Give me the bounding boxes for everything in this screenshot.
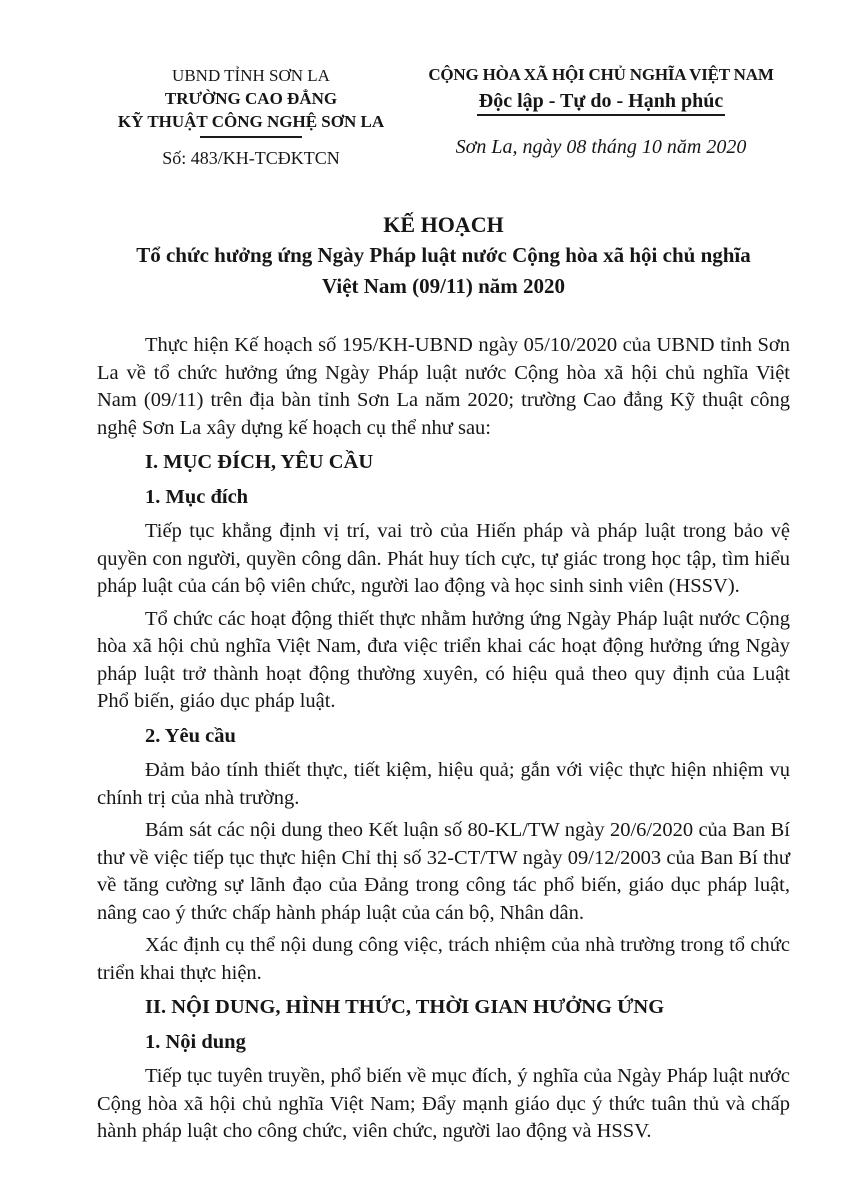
org-underline-rule	[200, 136, 302, 138]
national-header-block	[412, 64, 790, 159]
org-name-line1: TRƯỜNG CAO ĐẲNG	[164, 89, 338, 108]
section-2-1-heading: 1. Nội dung	[145, 1030, 246, 1053]
national-motto: Độc lập - Tự do - Hạnh phúc	[477, 89, 725, 116]
paragraph: Đảm bảo tính thiết thực, tiết kiệm, hiệu quả; gắn với việc thực hiện nhiệm vụ chính trị của nhà trường.	[97, 759, 790, 809]
paragraph: Xác định cụ thể nội dung công việc, trách nhiệm của nhà trường trong tổ chức triển khai thực hiện.	[97, 934, 790, 984]
intro-paragraph: Thực hiện Kế hoạch số 195/KH-UBND ngày 05/10/2020 của UBND tỉnh Sơn La về tổ chức hưởng ứng Ngày Pháp luật nước Cộng hòa xã hội chủ nghĩa Việt Nam (09/11) trên địa bàn tỉnh Sơn La năm 2020; trường Cao đẳng Kỹ thuật công nghệ Sơn La xây dựng kế hoạch cụ thể như sau:	[97, 334, 790, 439]
national-name: CỘNG HÒA XÃ HỘI CHỦ NGHĨA VIỆT NAM	[428, 65, 774, 84]
section-2-heading: II. NỘI DUNG, HÌNH THỨC, THỜI GIAN HƯỞNG ỨNG	[145, 996, 665, 1018]
doc-number: Số: 483/KH-TCĐKTCN	[162, 148, 340, 168]
paragraph: Tiếp tục tuyên truyền, phổ biến về mục đích, ý nghĩa của Ngày Pháp luật nước Cộng hòa xã hội chủ nghĩa Việt Nam; Đẩy mạnh giáo dục ý thức tuân thủ và chấp hành pháp luật cho công chức, viên chức, người lao động và HSSV.	[97, 1065, 790, 1142]
paragraph: Tiếp tục khẳng định vị trí, vai trò của Hiến pháp và pháp luật trong bảo vệ quyền con người, quyền công dân. Phát huy tích cực, tự giác trong học tập, tìm hiểu pháp luật của cán bộ viên chức, người lao động và học sinh sinh viên (HSSV).	[97, 520, 790, 597]
parent-org-name: UBND TỈNH SƠN LA	[172, 66, 330, 85]
document-header	[97, 64, 790, 170]
issuing-org-block	[97, 64, 405, 170]
org-name-line2: KỸ THUẬT CÔNG NGHỆ SƠN LA	[117, 112, 385, 131]
document-subtitle-line2: Việt Nam (09/11) năm 2020	[321, 274, 566, 298]
document-body	[97, 332, 790, 1146]
place-dateline: Sơn La, ngày 08 tháng 10 năm 2020	[455, 136, 747, 158]
section-1-1-heading: 1. Mục đích	[145, 485, 249, 508]
document-subtitle-line1: Tổ chức hưởng ứng Ngày Pháp luật nước Cộng hòa xã hội chủ nghĩa	[136, 243, 751, 267]
paragraph: Bám sát các nội dung theo Kết luận số 80-KL/TW ngày 20/6/2020 của Ban Bí thư về việc tiếp tục thực hiện Chỉ thị số 32-CT/TW ngày 09/12/2003 của Ban Bí thư về tăng cường sự lãnh đạo của Đảng trong công tác phổ biến, giáo dục pháp luật, nâng cao ý thức chấp hành pháp luật của cán bộ, Nhân dân.	[97, 819, 790, 924]
document-title-block	[97, 210, 790, 302]
section-1-2-heading: 2. Yêu cầu	[145, 724, 236, 747]
section-1-heading: I. MỤC ĐÍCH, YÊU CẦU	[145, 451, 374, 473]
document-title: KẾ HOẠCH	[383, 212, 504, 237]
paragraph: Tổ chức các hoạt động thiết thực nhằm hưởng ứng Ngày Pháp luật nước Cộng hòa xã hội chủ nghĩa Việt Nam, đưa việc triển khai các hoạt động hưởng ứng Ngày pháp luật trở thành hoạt động thường xuyên, có hiệu quả theo quy định của Luật Phổ biến, giáo dục pháp luật.	[97, 607, 790, 712]
